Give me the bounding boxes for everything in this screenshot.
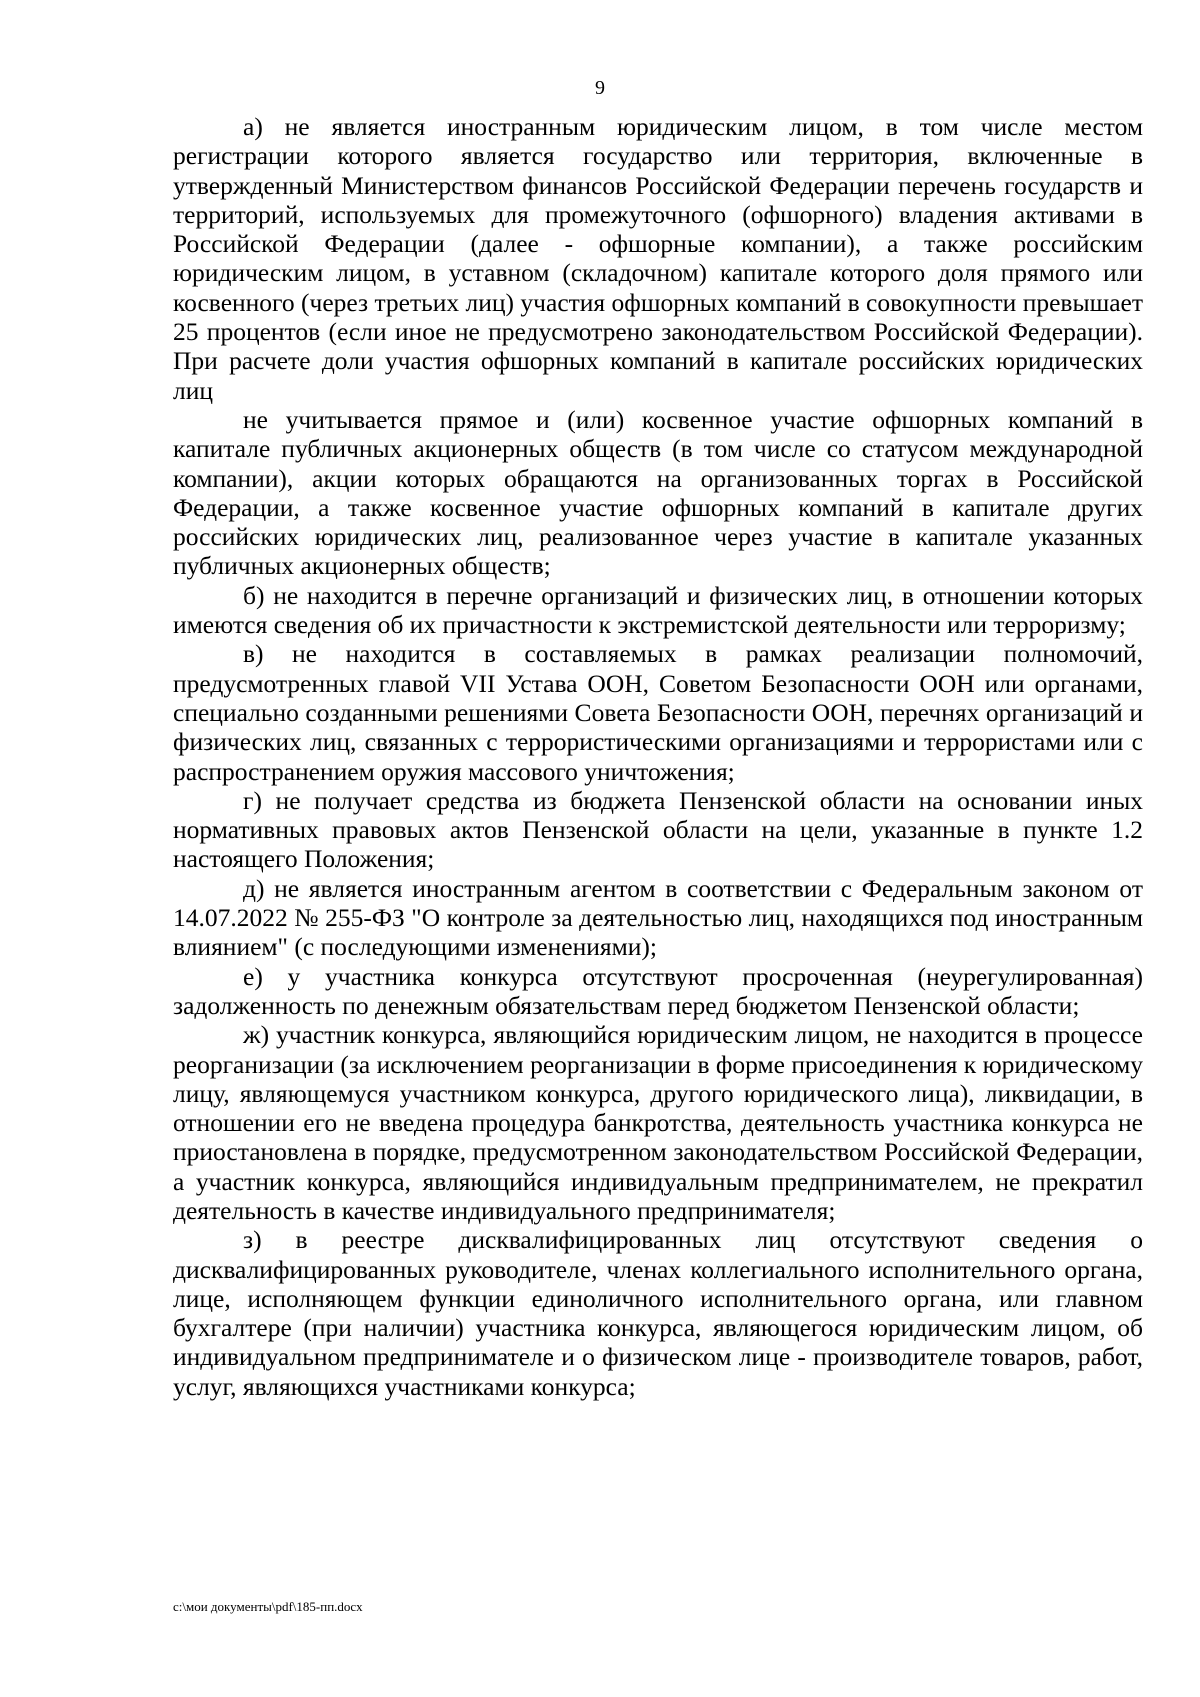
paragraph-e: е) у участника конкурса отсутствуют просроченная (неурегулированная) задолженность по денежным обязательствам перед бюджетом Пензенской области; (173, 961, 1143, 1020)
page-number: 9 (595, 77, 605, 99)
paragraph-d: д) не является иностранным агентом в соответствии с Федеральным законом от 14.07.2022 № 255-ФЗ "О контроле за деятельностью лиц, находящихся под иностранным влиянием" (с последующими изменениями); (173, 873, 1143, 962)
footer-file-path: c:\мои документы\pdf\185-пп.docx (173, 1599, 363, 1614)
paragraph-v: в) не находится в составляемых в рамках реализации полномочий, предусмотренных главой VII Устава ООН, Советом Безопасности ООН или органами, специально созданными решениями Совета Безопасности ООН, перечнях организаций и физических лиц, связанных с террористическими организациями и террористами или с распространением оружия массового уничтожения; (173, 639, 1143, 786)
paragraph-g: г) не получает средства из бюджета Пензенской области на основании иных нормативных правовых актов Пензенской области на цели, указанные в пункте 1.2 настоящего Положения; (173, 785, 1143, 874)
paragraph-zh: ж) участник конкурса, являющийся юридическим лицом, не находится в процессе реорганизации (за исключением реорганизации в форме присоединения к юридическому лицу, являющемуся участником конкурса, другого юридического лица), ликвидации, в отношении его не введена процедура банкротства, деятельность участника конкурса не приостановлена в порядке, предусмотренном законодательством Российской Федерации, а участник конкурса, являющийся индивидуальным предпринимателем, не прекратил деятельность в качестве индивидуального предпринимателя; (173, 1020, 1143, 1225)
paragraph-z: з) в реестре дисквалифицированных лиц отсутствуют сведения о дисквалифицированных руководителе, членах коллегиального исполнительного органа, лице, исполняющем функции единоличного исполнительного органа, или главном бухгалтере (при наличии) участника конкурса, являющегося юридическим лицом, об индивидуальном предпринимателе и о физическом лице - производителе товаров, работ, услуг, являющихся участниками конкурса; (173, 1225, 1143, 1401)
paragraph-a-continuation: не учитывается прямое и (или) косвенное участие офшорных компаний в капитале публичных акционерных обществ (в том числе со статусом международной компании), акции которых обращаются на организованных торгах в Российской Федерации, а также косвенное участие офшорных компаний в капитале других российских юридических лиц, реализованное через участие в капитале указанных публичных акционерных обществ; (173, 404, 1143, 581)
document-body (173, 112, 1143, 1401)
paragraph-a: а) не является иностранным юридическим лицом, в том числе местом регистрации которого является государство или территория, включенные в утвержденный Министерством финансов Российской Федерации перечень государств и территорий, используемых для промежуточного (офшорного) владения активами в Российской Федерации (далее - офшорные компании), а также российским юридическим лицом, в уставном (складочном) капитале которого доля прямого или косвенного (через третьих лиц) участия офшорных компаний в совокупности превышает 25 процентов (если иное не предусмотрено законодательством Российской Федерации). При расчете доли участия офшорных компаний в капитале российских юридических лиц (173, 112, 1143, 405)
paragraph-b: б) не находится в перечне организаций и физических лиц, в отношении которых имеются сведения об их причастности к экстремистской деятельности или терроризму; (173, 580, 1143, 640)
